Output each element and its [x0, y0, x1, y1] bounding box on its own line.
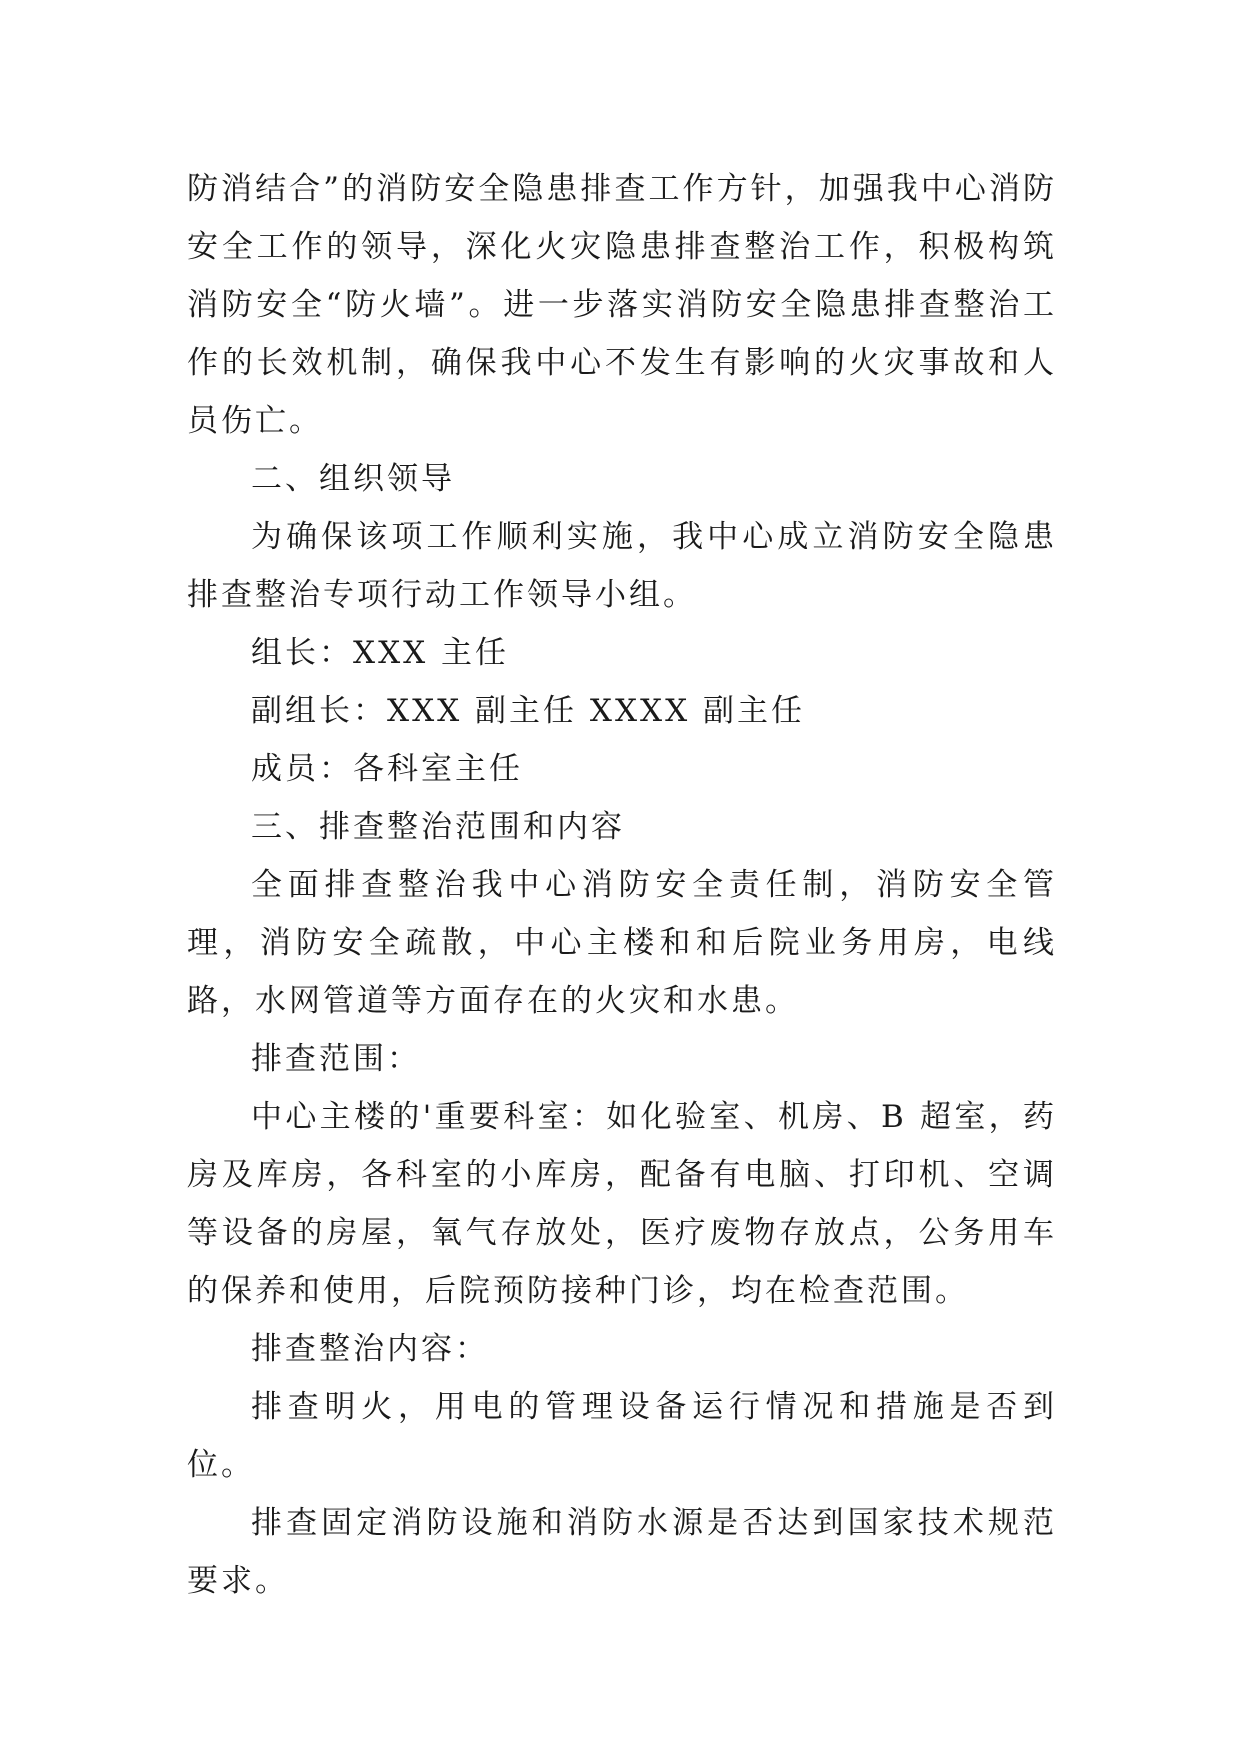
paragraph-group-leader: 组长：XXX 主任 [251, 635, 510, 671]
paragraph-inspection-content-label: 排查整治内容： [251, 1331, 489, 1367]
paragraph-members: 成员：各科室主任 [251, 751, 523, 787]
paragraph-policy-continuation: 防消结合”的消防安全隐患排查工作方针，加强我中心消防安全工作的领导，深化火灾隐患排查整治工作，积极构筑消防安全“防火墙”。进一步落实消防安全隐患排查整治工作的长效机制，确保我中心不发生有影响的火灾事故和人员伤亡。 [187, 171, 1057, 439]
heading-organization: 二、组织领导 [251, 461, 455, 497]
paragraph-comprehensive-inspection: 全面排查整治我中心消防安全责任制，消防安全管理，消防安全疏散，中心主楼和和后院业务用房，电线路，水网管道等方面存在的火灾和水患。 [187, 867, 1057, 1019]
paragraph-inspection-scope: 中心主楼的'重要科室：如化验室、机房、B 超室，药房及库房，各科室的小库房，配备有电脑、打印机、空调等设备的房屋，氧气存放处，医疗废物存放点，公务用车的保养和使用，后院预防接种门诊，均在检查范围。 [187, 1099, 1057, 1309]
document-body [187, 160, 1057, 1610]
paragraph-fire-facility-inspection: 排查固定消防设施和消防水源是否达到国家技术规范要求。 [187, 1505, 1057, 1599]
paragraph-leadership-group: 为确保该项工作顺利实施，我中心成立消防安全隐患排查整治专项行动工作领导小组。 [187, 519, 1057, 613]
paragraph-inspection-scope-label: 排查范围： [251, 1041, 421, 1077]
heading-scope-and-content: 三、排查整治范围和内容 [251, 809, 625, 845]
paragraph-open-flame-inspection: 排查明火，用电的管理设备运行情况和措施是否到位。 [187, 1389, 1057, 1483]
paragraph-deputy-leader: 副组长：XXX 副主任 XXXX 副主任 [251, 693, 806, 729]
